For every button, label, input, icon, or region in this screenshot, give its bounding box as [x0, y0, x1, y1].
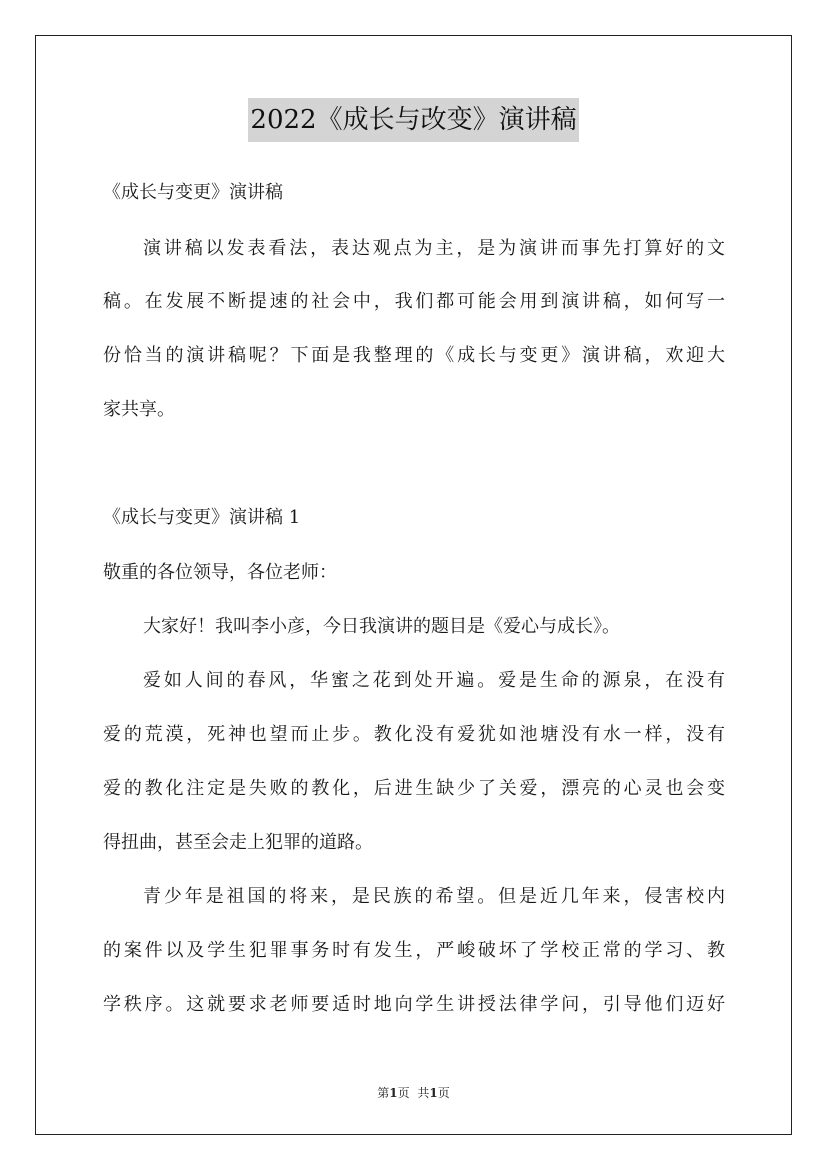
- youth-paragraph-line-3: 学秩序。这就要求老师要适时地向学生讲授法律学问，引导他们迈好: [103, 994, 725, 1015]
- love-paragraph-line-1: 爱如人间的春风，华蜜之花到处开遍。爱是生命的源泉，在没有: [143, 670, 725, 691]
- intro-paragraph-line-1: 演讲稿以发表看法，表达观点为主，是为演讲而事先打算好的文: [143, 238, 725, 259]
- salutation-line: 敬重的各位领导，各位老师：: [103, 562, 337, 583]
- page-footer: [0, 1084, 827, 1102]
- title-container: [0, 98, 827, 142]
- greeting-line: 大家好！我叫李小彦，今日我演讲的题目是《爱心与成长》。: [143, 616, 620, 637]
- love-paragraph-line-3: 爱的教化注定是失败的教化，后进生缺少了关爱，漂亮的心灵也会变: [103, 778, 725, 799]
- section-heading: 《成长与变更》演讲稿 1: [103, 507, 301, 528]
- footer-page-word: 页: [397, 1086, 410, 1100]
- footer-total-number: 1: [429, 1086, 438, 1100]
- footer-total-word: 页: [437, 1086, 450, 1100]
- footer-page-number: 1: [389, 1086, 398, 1100]
- subtitle-line: 《成长与变更》演讲稿: [103, 182, 283, 203]
- intro-paragraph-line-2: 稿。在发展不断提速的社会中，我们都可能会用到演讲稿，如何写一: [103, 291, 725, 312]
- love-paragraph-line-2: 爱的荒漠，死神也望而止步。教化没有爱犹如池塘没有水一样，没有: [103, 724, 725, 745]
- footer-total-prefix: 共: [417, 1086, 430, 1100]
- intro-paragraph-line-3: 份恰当的演讲稿呢？下面是我整理的《成长与变更》演讲稿，欢迎大: [103, 345, 725, 366]
- footer-prefix: 第: [377, 1086, 390, 1100]
- youth-paragraph-line-1: 青少年是祖国的将来，是民族的希望。但是近几年来，侵害校内: [143, 886, 725, 907]
- love-paragraph-line-4: 得扭曲，甚至会走上犯罪的道路。: [103, 832, 373, 853]
- intro-paragraph-line-4: 家共享。: [103, 399, 175, 420]
- document-title: 2022《成长与改变》演讲稿: [248, 98, 578, 142]
- youth-paragraph-line-2: 的案件以及学生犯罪事务时有发生，严峻破坏了学校正常的学习、教: [103, 940, 725, 961]
